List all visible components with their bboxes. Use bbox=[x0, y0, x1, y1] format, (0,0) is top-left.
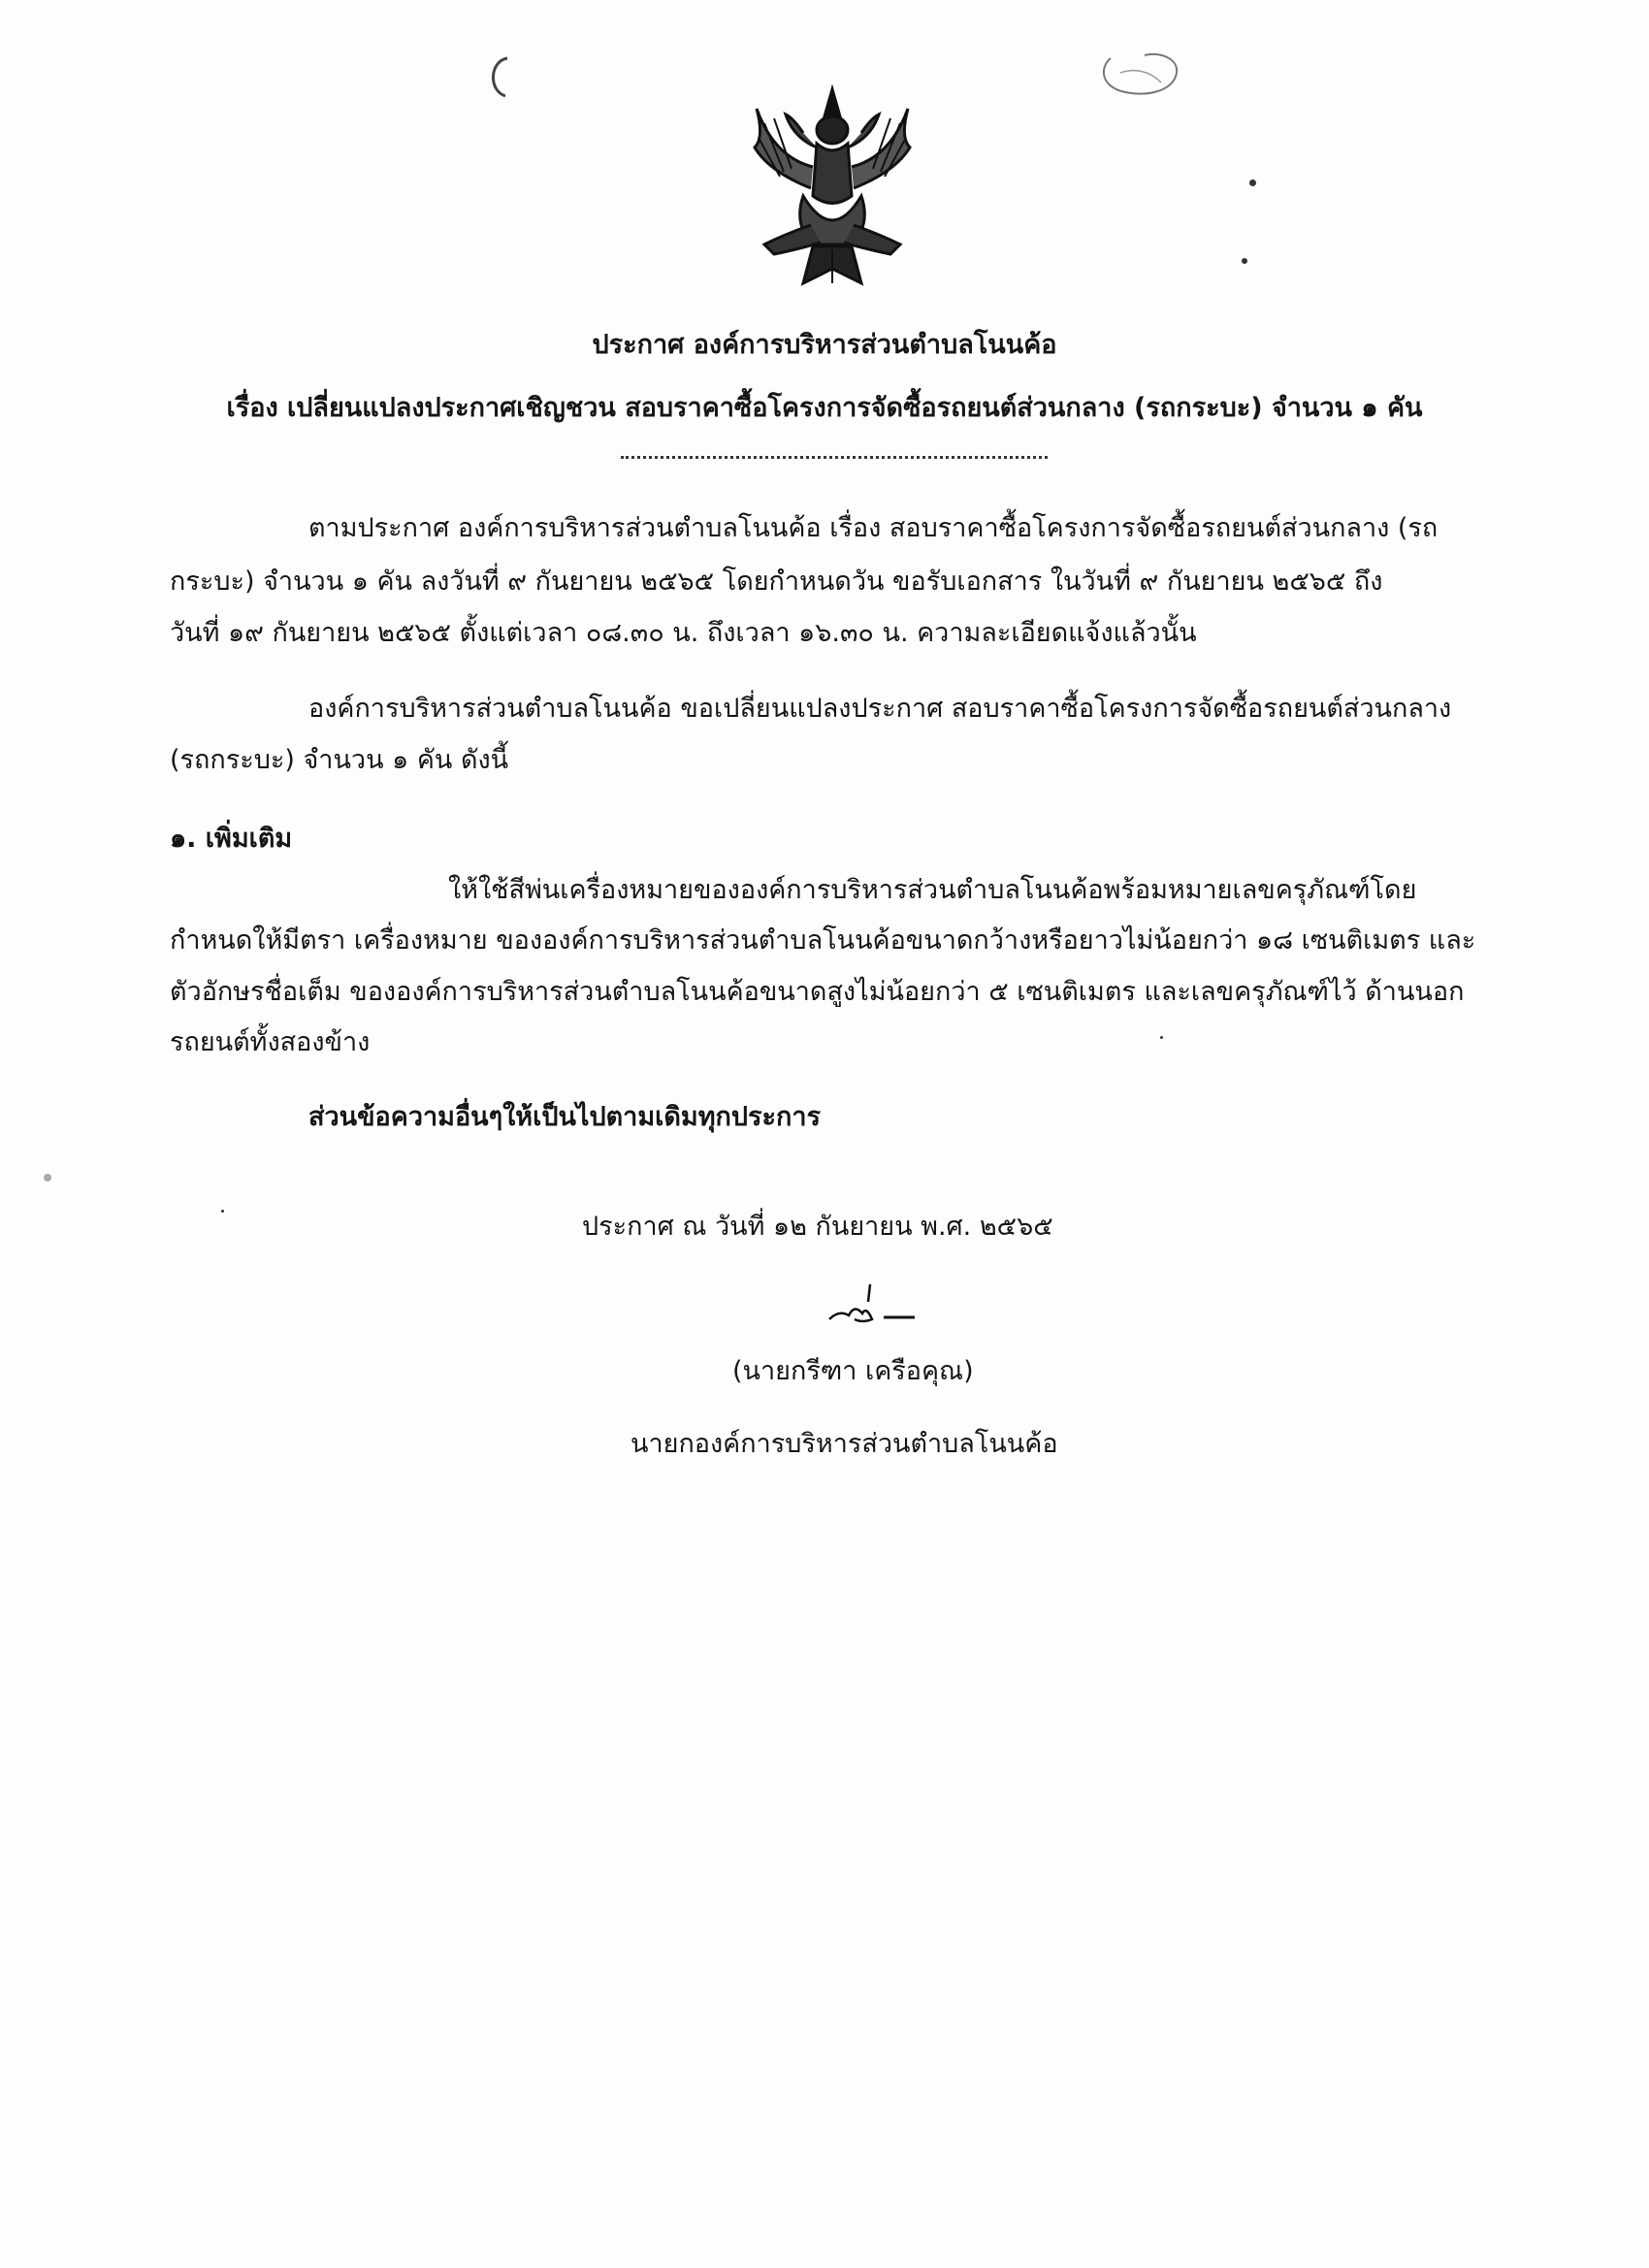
para1-line-1: ตามประกาศ องค์การบริหารส่วนตำบลโนนค้อ เรื่อง สอบราคาซื้อโครงการจัดซื้อรถยนต์ส่วนกลาง (รถ bbox=[308, 513, 1439, 543]
scan-speck bbox=[221, 1210, 224, 1213]
punch-hole-right bbox=[1091, 44, 1188, 102]
scan-speck bbox=[1242, 258, 1247, 264]
para1-line-3: วันที่ ๑๙ กันยายน ๒๕๖๕ ตั้งแต่เวลา ๐๘.๓๐ น. ถึงเวลา ๑๖.๓๐ น. ความละเอียดแจ้งแล้วนั้น bbox=[170, 618, 1197, 648]
scan-speck bbox=[1160, 1036, 1163, 1039]
handwritten-signature bbox=[820, 1280, 926, 1339]
announce-date: ประกาศ ณ วันที่ ๑๒ กันยายน พ.ศ. ๒๕๖๕ bbox=[582, 1212, 1053, 1242]
announcement-subject: เรื่อง เปลี่ยนแปลงประกาศเชิญชวน สอบราคาซื้อโครงการจัดซื้อรถยนต์ส่วนกลาง (รถกระบะ) จำนวน ๑ คัน bbox=[226, 393, 1423, 423]
signer-name: (นายกรีฑา เครือคุณ) bbox=[732, 1356, 974, 1386]
remaining-text: ส่วนข้อความอื่นๆให้เป็นไปตามเดิมทุกประการ bbox=[308, 1102, 822, 1132]
announcement-title: ประกาศ องค์การบริหารส่วนตำบลโนนค้อ bbox=[592, 330, 1057, 360]
section1-line-2: กำหนดให้มีตรา เครื่องหมาย ขององค์การบริหารส่วนตำบลโนนค้อขนาดกว้างหรือยาวไม่น้อยกว่า ๑๘ เซนติเมตร และ bbox=[170, 925, 1476, 956]
scan-speck bbox=[1249, 179, 1256, 186]
section1-line-1: ให้ใช้สีพ่นเครื่องหมายขององค์การบริหารส่วนตำบลโนนค้อพร้อมหมายเลขครุภัณฑ์โดย bbox=[448, 875, 1417, 905]
signer-position: นายกองค์การบริหารส่วนตำบลโนนค้อ bbox=[630, 1429, 1058, 1459]
para1-line-2: กระบะ) จำนวน ๑ คัน ลงวันที่ ๙ กันยายน ๒๕๖๕ โดยกำหนดวัน ขอรับเอกสาร ในวันที่ ๙ กันยายน ๒๕๖๕ ถึง bbox=[170, 567, 1383, 597]
garuda-emblem-icon bbox=[735, 80, 929, 293]
punch-hole-left bbox=[480, 53, 519, 102]
scan-speck bbox=[44, 1174, 51, 1182]
section1-heading: ๑. เพิ่มเติม bbox=[170, 824, 293, 854]
section1-line-4: รถยนต์ทั้งสองข้าง bbox=[170, 1027, 371, 1057]
section1-line-3: ตัวอักษรชื่อเต็ม ขององค์การบริหารส่วนตำบลโนนค้อขนาดสูงไม่น้อยกว่า ๕ เซนติเมตร และเลขครุภัณฑ์ไว้ ด้านนอก bbox=[170, 977, 1465, 1007]
divider-dots bbox=[621, 456, 1048, 459]
para2-line-2: (รถกระบะ) จำนวน ๑ คัน ดังนี้ bbox=[170, 745, 509, 775]
para2-line-1: องค์การบริหารส่วนตำบลโนนค้อ ขอเปลี่ยนแปลงประกาศ สอบราคาซื้อโครงการจัดซื้อรถยนต์ส่วนกลาง bbox=[308, 694, 1452, 724]
